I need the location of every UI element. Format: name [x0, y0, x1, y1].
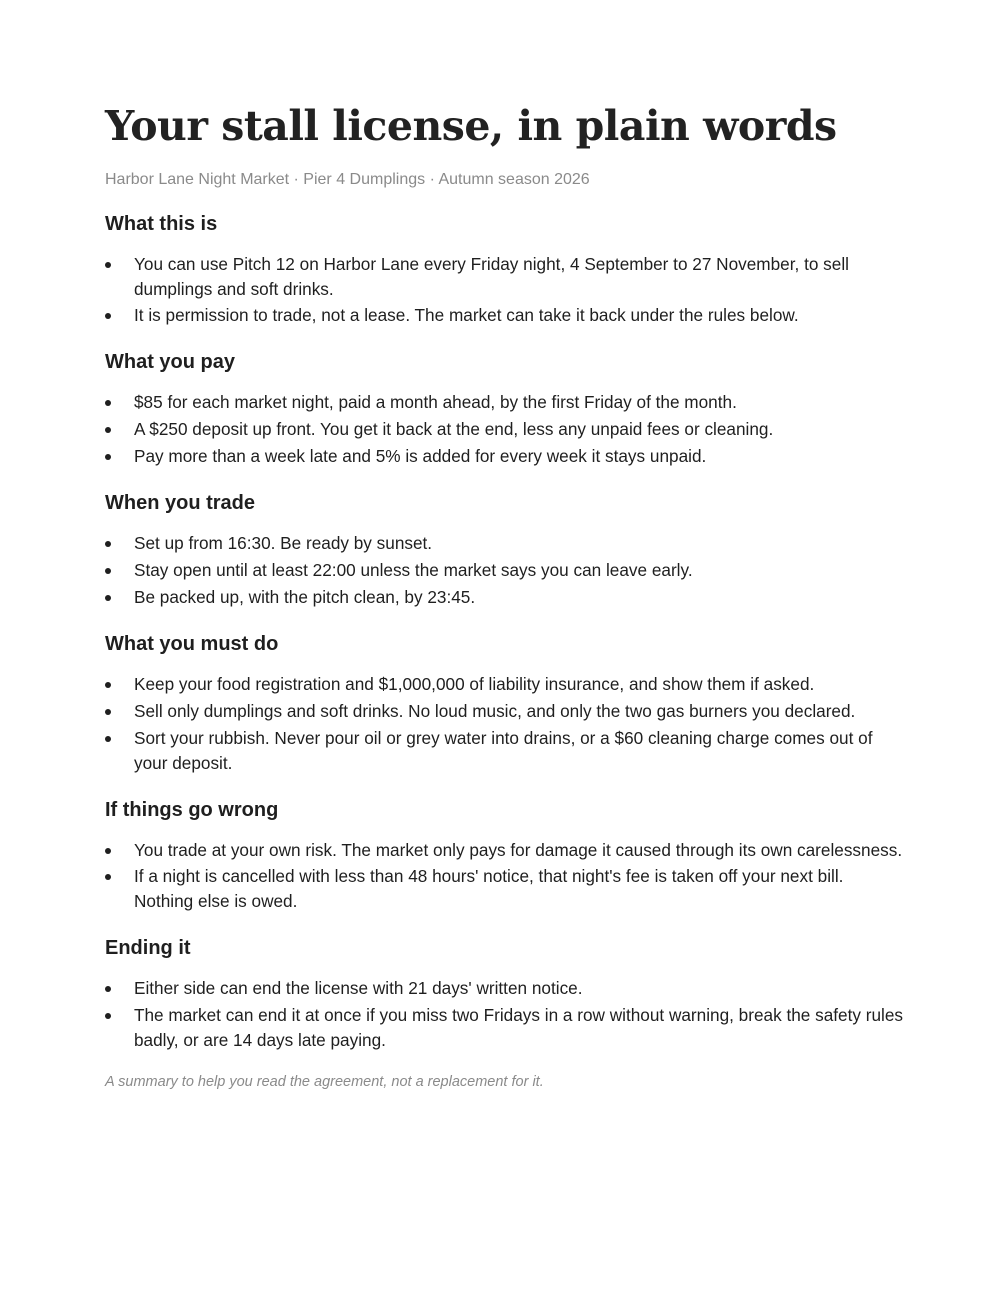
list-item — [105, 976, 905, 1001]
bullet-icon — [105, 1013, 111, 1019]
bullet-list — [105, 531, 905, 610]
bullet-list — [105, 838, 905, 914]
page-subtitle: Harbor Lane Night Market · Pier 4 Dumplings · Autumn season 2026 — [105, 171, 590, 188]
section-ending-it — [105, 936, 905, 1053]
list-item — [105, 726, 905, 776]
section-heading: Ending it — [105, 937, 191, 959]
list-item-text: Either side can end the license with 21 days' written notice. — [134, 978, 583, 998]
bullet-icon — [105, 595, 111, 601]
bullet-list — [105, 976, 905, 1053]
list-item — [105, 417, 905, 442]
bullet-icon — [105, 874, 111, 880]
list-item — [105, 672, 905, 697]
list-item-text: You trade at your own risk. The market only pays for damage it caused through its own carelessness. — [134, 840, 903, 860]
bullet-icon — [105, 262, 111, 268]
section-heading: When you trade — [105, 492, 256, 514]
bullet-icon — [105, 736, 111, 742]
list-item — [105, 838, 905, 863]
list-item-text: It is permission to trade, not a lease. The market can take it back under the rules below. — [134, 305, 799, 325]
list-item — [105, 864, 905, 914]
bullet-icon — [105, 427, 111, 433]
page-title: Your stall license, in plain words — [105, 102, 837, 150]
bullet-icon — [105, 568, 111, 574]
list-item — [105, 585, 905, 610]
bullet-icon — [105, 986, 111, 992]
bullet-list — [105, 390, 905, 469]
list-item — [105, 1003, 905, 1053]
bullet-icon — [105, 682, 111, 688]
section-what-this-is — [105, 212, 905, 328]
section-if-things-go-wrong — [105, 798, 905, 914]
section-heading: What you pay — [105, 351, 236, 373]
bullet-list — [105, 252, 905, 328]
list-item — [105, 699, 905, 724]
list-item-text: Sort your rubbish. Never pour oil or grey water into drains, or a $60 cleaning charge comes out of your deposit. — [134, 728, 873, 773]
bullet-icon — [105, 400, 111, 406]
section-what-you-pay — [105, 350, 905, 469]
list-item — [105, 444, 905, 469]
list-item-text: Set up from 16:30. Be ready by sunset. — [134, 533, 433, 553]
section-heading: What you must do — [105, 633, 279, 655]
license-summary-page — [105, 100, 905, 1091]
bullet-icon — [105, 848, 111, 854]
list-item-text: If a night is cancelled with less than 48 hours' notice, that night's fee is taken off your next bill. Nothing else is owed. — [134, 866, 844, 911]
list-item — [105, 531, 905, 556]
list-item-text: You can use Pitch 12 on Harbor Lane every Friday night, 4 September to 27 November, to sell dumplings and soft drinks. — [134, 254, 849, 299]
bullet-icon — [105, 709, 111, 715]
list-item — [105, 303, 905, 328]
list-item — [105, 252, 905, 302]
list-item-text: Be packed up, with the pitch clean, by 23:45. — [134, 587, 476, 607]
section-what-you-must-do — [105, 632, 905, 776]
list-item-text: Sell only dumplings and soft drinks. No loud music, and only the two gas burners you declared. — [134, 701, 856, 721]
list-item-text: Stay open until at least 22:00 unless the market says you can leave early. — [134, 560, 693, 580]
list-item — [105, 558, 905, 583]
section-heading: What this is — [105, 213, 218, 235]
list-item-text: $85 for each market night, paid a month ahead, by the first Friday of the month. — [134, 392, 737, 412]
list-item — [105, 390, 905, 415]
list-item-text: Keep your food registration and $1,000,000 of liability insurance, and show them if asked. — [134, 674, 815, 694]
bullet-icon — [105, 313, 111, 319]
bullet-icon — [105, 454, 111, 460]
list-item-text: Pay more than a week late and 5% is added for every week it stays unpaid. — [134, 446, 707, 466]
bullet-list — [105, 672, 905, 776]
footnote: A summary to help you read the agreement, not a replacement for it. — [105, 1074, 544, 1090]
list-item-text: A $250 deposit up front. You get it back at the end, less any unpaid fees or cleaning. — [134, 419, 774, 439]
section-heading: If things go wrong — [105, 799, 279, 821]
bullet-icon — [105, 541, 111, 547]
list-item-text: The market can end it at once if you miss two Fridays in a row without warning, break the safety rules badly, or are 14 days late paying. — [134, 1005, 904, 1050]
section-when-you-trade — [105, 491, 905, 610]
